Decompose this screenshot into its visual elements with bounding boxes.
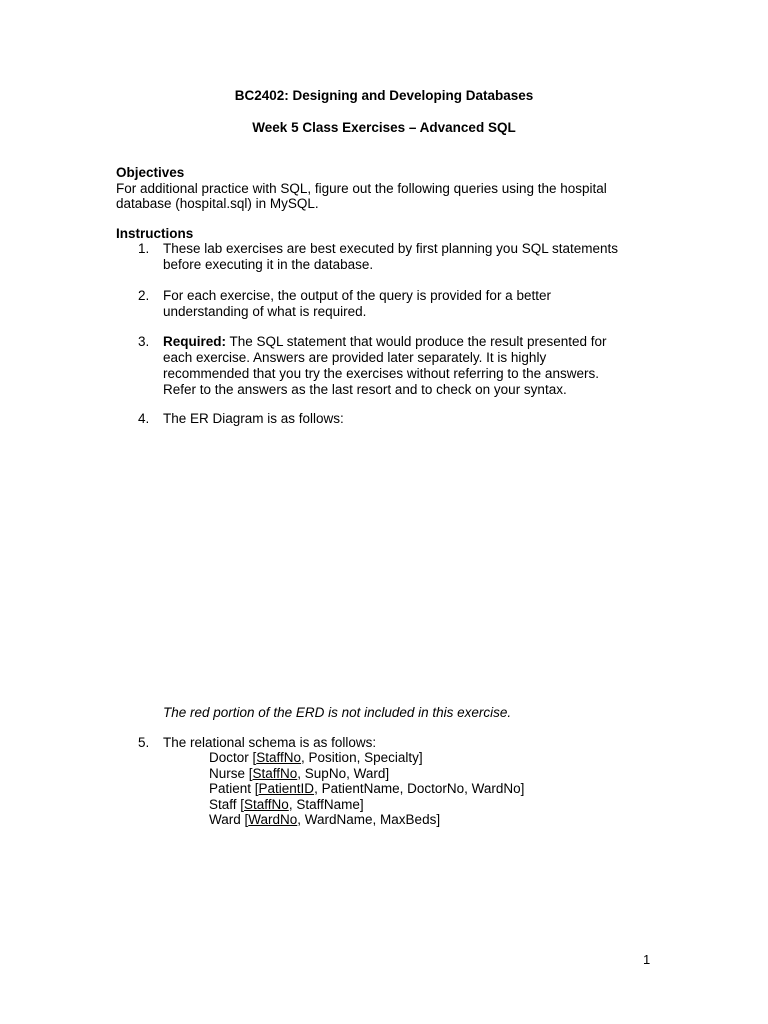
instruction-item-3-line-3: recommended that you try the exercises without referring to the answers. — [163, 366, 599, 381]
list-number: 5. — [138, 735, 150, 750]
document-title: BC2402: Designing and Developing Databases — [234, 88, 534, 103]
document-subtitle: Week 5 Class Exercises – Advanced SQL — [252, 120, 516, 135]
instructions-heading: Instructions — [116, 226, 194, 241]
objectives-line-1: For additional practice with SQL, figure out the following queries using the hospital — [116, 181, 607, 196]
instruction-item-4-line-1: The ER Diagram is as follows: — [163, 411, 344, 426]
instruction-item-2-line-2: understanding of what is required. — [163, 304, 367, 319]
relation-attributes: , Position, Specialty] — [301, 750, 423, 765]
primary-key: StaffNo — [244, 797, 289, 812]
schema-relation-nurse — [209, 766, 389, 782]
primary-key: StaffNo — [252, 766, 298, 781]
relation-name: Nurse [ — [209, 766, 253, 781]
instruction-item-3-line-1-rest: The SQL statement that would produce the result presented for — [226, 334, 607, 349]
page-number: 1 — [643, 952, 651, 967]
objectives-heading: Objectives — [116, 165, 185, 180]
primary-key: PatientID — [258, 781, 315, 796]
relation-name: Patient [ — [209, 781, 259, 796]
list-number: 1. — [138, 241, 150, 256]
objectives-line-2: database (hospital.sql) in MySQL. — [116, 196, 319, 211]
relation-name: Ward [ — [209, 812, 249, 827]
schema-relation-staff — [209, 797, 364, 813]
relation-attributes: , PatientName, DoctorNo, WardNo] — [314, 781, 525, 796]
relation-attributes: , SupNo, Ward] — [297, 766, 390, 781]
schema-intro: The relational schema is as follows: — [163, 735, 377, 750]
relation-attributes: , WardName, MaxBeds] — [297, 812, 441, 827]
relation-name: Doctor [ — [209, 750, 257, 765]
relation-attributes: , StaffName] — [288, 797, 364, 812]
list-number: 2. — [138, 288, 150, 303]
relation-name: Staff [ — [209, 797, 245, 812]
instruction-item-3-line-4: Refer to the answers as the last resort and to check on your syntax. — [163, 382, 567, 397]
instruction-item-1-line-1: These lab exercises are best executed by first planning you SQL statements — [163, 241, 618, 256]
required-label: Required: — [163, 334, 227, 349]
instruction-item-2-line-1: For each exercise, the output of the query is provided for a better — [163, 288, 551, 303]
erd-note: The red portion of the ERD is not included in this exercise. — [163, 705, 512, 720]
instruction-item-3-line-2: each exercise. Answers are provided later separately. It is highly — [163, 350, 547, 365]
schema-relation-doctor — [209, 750, 423, 766]
primary-key: StaffNo — [256, 750, 302, 765]
instruction-item-3-line-1 — [163, 334, 653, 350]
er-diagram-area — [116, 432, 656, 692]
list-number: 3. — [138, 334, 150, 349]
list-number: 4. — [138, 411, 150, 426]
schema-relation-patient — [209, 781, 524, 797]
instruction-item-1-line-2: before executing it in the database. — [163, 257, 374, 272]
schema-relation-ward — [209, 812, 440, 828]
primary-key: WardNo — [248, 812, 298, 827]
